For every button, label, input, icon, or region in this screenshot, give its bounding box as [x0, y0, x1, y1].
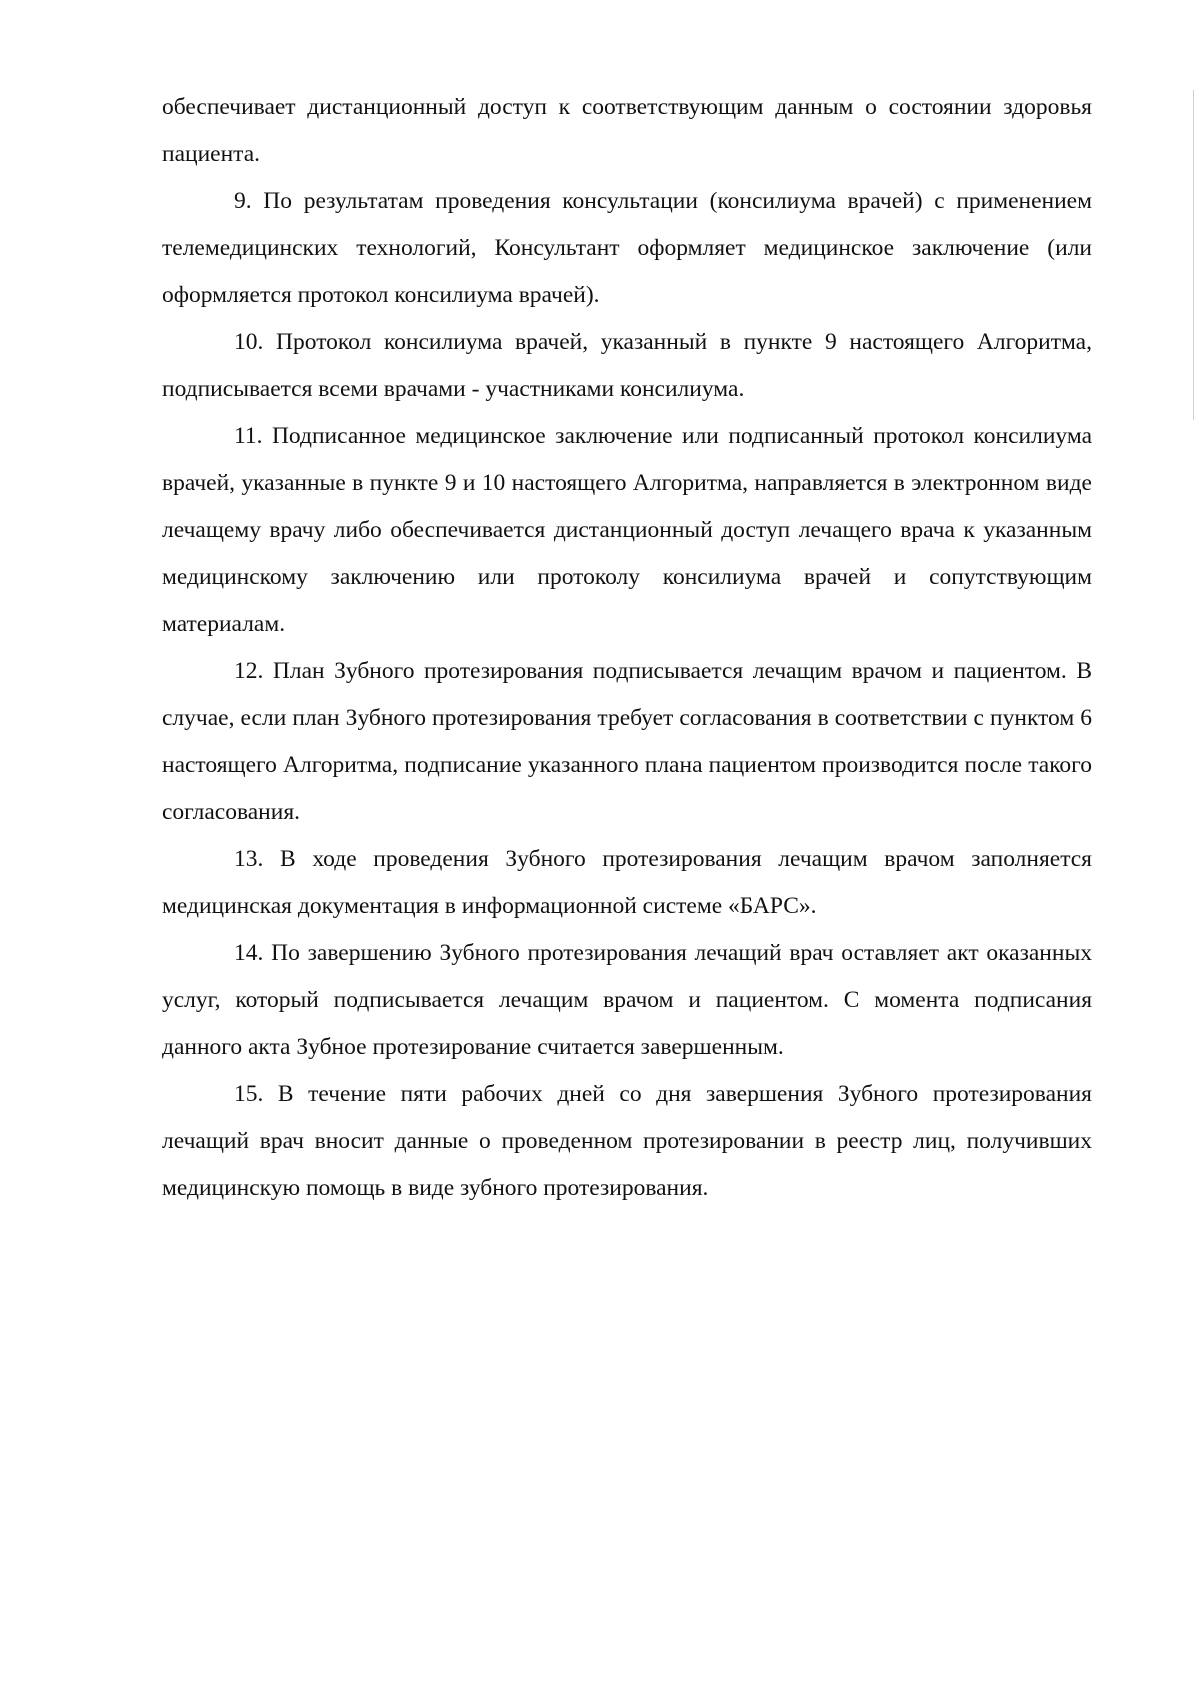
scan-edge-line [1193, 90, 1194, 420]
paragraph-item-13: 13. В ходе проведения Зубного протезирования лечащим врачом заполняется медицинская документация в информационной системе «БАРС». [162, 846, 1092, 919]
paragraph-item-12: 12. План Зубного протезирования подписывается лечащим врачом и пациентом. В случае, если план Зубного протезирования требует согласования в соответствии с пунктом 6 настоящего Алгоритма, подписание указанного плана пациентом производится после такого согласования. [162, 658, 1092, 825]
paragraph-continuation: обеспечивает дистанционный доступ к соответствующим данным о состоянии здоровья пациента. [162, 94, 1092, 167]
paragraph-item-15: 15. В течение пяти рабочих дней со дня завершения Зубного протезирования лечащий врач вносит данные о проведенном протезировании в реестр лиц, получивших медицинскую помощь в виде зубного протезирования. [162, 1081, 1092, 1201]
paragraph-item-9: 9. По результатам проведения консультации (консилиума врачей) с применением телемедицинских технологий, Консультант оформляет медицинское заключение (или оформляется протокол консилиума врачей). [162, 188, 1092, 308]
paragraph-item-11: 11. Подписанное медицинское заключение или подписанный протокол консилиума врачей, указанные в пункте 9 и 10 настоящего Алгоритма, направляется в электронном виде лечащему врачу либо обеспечивается дистанционный доступ лечащего врача к указанным медицинскому заключению или протоколу консилиума врачей и сопутствующим материалам. [162, 423, 1092, 637]
document-body [162, 84, 1092, 1212]
paragraph-item-14: 14. По завершению Зубного протезирования лечащий врач оставляет акт оказанных услуг, который подписывается лечащим врачом и пациентом. С момента подписания данного акта Зубное протезирование считается завершенным. [162, 940, 1092, 1060]
paragraph-item-10: 10. Протокол консилиума врачей, указанный в пункте 9 настоящего Алгоритма, подписывается всеми врачами - участниками консилиума. [162, 329, 1092, 402]
